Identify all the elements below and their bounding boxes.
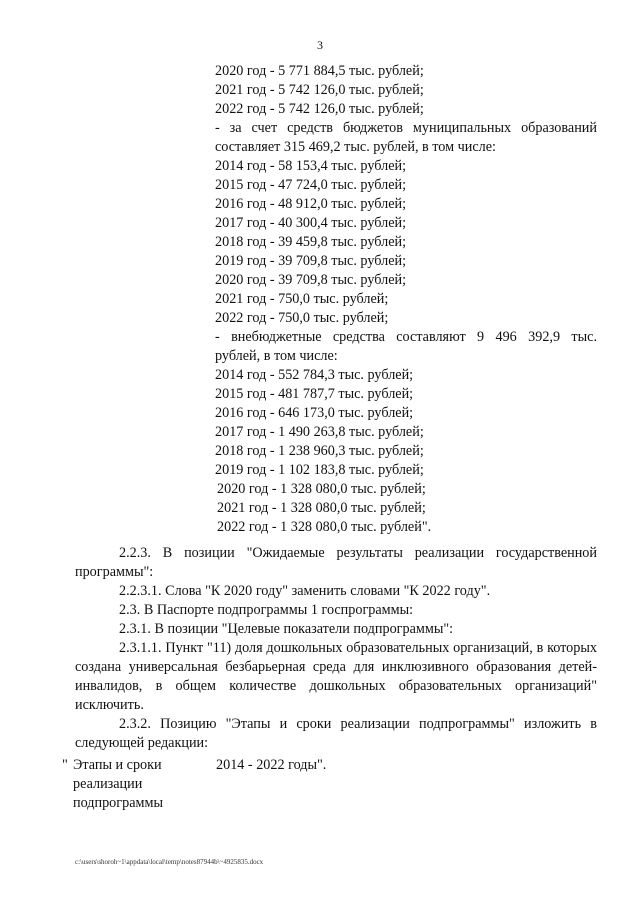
municipal-line: 2018 год - 39 459,8 тыс. рублей; <box>215 234 407 250</box>
municipal-line: 2022 год - 750,0 тыс. рублей; <box>215 310 389 326</box>
municipal-line: 2020 год - 39 709,8 тыс. рублей; <box>215 272 407 288</box>
stages-value: 2014 - 2022 годы". <box>216 757 327 773</box>
municipal-line: 2015 год - 47 724,0 тыс. рублей; <box>215 177 407 193</box>
offbudget-line: 2019 год - 1 102 183,8 тыс. рублей; <box>215 462 424 478</box>
paragraph-2-3-1-1: 2.3.1.1. Пункт "11) доля дошкольных образовательных организаций, в которых создана универсальная безбарьерная среда для инклюзивного образования детей-инвалидов, в общем количестве дошкольных образовательных организаций" исключить. <box>75 640 597 713</box>
stages-label: Этапы и сроки реализации подпрограммы <box>73 757 163 811</box>
offbudget-intro: - внебюджетные средства составляют 9 496 392,9 тыс. <box>215 329 597 345</box>
municipal-line: 2016 год - 48 912,0 тыс. рублей; <box>215 196 407 212</box>
page-number: 3 <box>317 38 323 52</box>
budget-line: 2021 год - 5 742 126,0 тыс. рублей; <box>215 82 424 98</box>
offbudget-line: 2020 год - 1 328 080,0 тыс. рублей; <box>217 481 426 497</box>
paragraph-2-3-1: 2.3.1. В позиции "Целевые показатели подпрограммы": <box>119 621 454 637</box>
budget-line: 2020 год - 5 771 884,5 тыс. рублей; <box>215 63 424 79</box>
file-path-footer: c:\users\shoroh~1\appdata\local\temp\notes87944b\~4925835.docx <box>75 858 264 866</box>
paragraph-2-3: 2.3. В Паспорте подпрограммы 1 госпрограммы: <box>119 602 414 618</box>
municipal-intro: - за счет средств бюджетов муниципальных образований <box>215 120 597 136</box>
municipal-line: 2021 год - 750,0 тыс. рублей; <box>215 291 389 307</box>
paragraph-2-3-2: 2.3.2. Позицию "Этапы и сроки реализации подпрограммы" изложить в следующей редакции: <box>75 716 597 751</box>
opening-quote: " <box>62 757 68 773</box>
budget-line: 2022 год - 5 742 126,0 тыс. рублей; <box>215 101 424 117</box>
municipal-line: 2014 год - 58 153,4 тыс. рублей; <box>215 158 407 174</box>
paragraph-2-2-3: 2.2.3. В позиции "Ожидаемые результаты реализации государственной программы": <box>75 545 597 580</box>
budget-column <box>215 62 597 537</box>
offbudget-line: 2022 год - 1 328 080,0 тыс. рублей". <box>217 519 432 535</box>
offbudget-line: 2017 год - 1 490 263,8 тыс. рублей; <box>215 424 424 440</box>
offbudget-line: 2021 год - 1 328 080,0 тыс. рублей; <box>217 500 426 516</box>
amendment-text <box>75 544 597 753</box>
offbudget-line: 2015 год - 481 787,7 тыс. рублей; <box>215 386 414 402</box>
municipal-line: 2019 год - 39 709,8 тыс. рублей; <box>215 253 407 269</box>
municipal-total: составляет 315 469,2 тыс. рублей, в том числе: <box>215 139 496 155</box>
offbudget-line: 2018 год - 1 238 960,3 тыс. рублей; <box>215 443 424 459</box>
offbudget-total: рублей, в том числе: <box>215 348 338 364</box>
offbudget-line: 2016 год - 646 173,0 тыс. рублей; <box>215 405 414 421</box>
municipal-line: 2017 год - 40 300,4 тыс. рублей; <box>215 215 407 231</box>
paragraph-2-2-3-1: 2.2.3.1. Слова "К 2020 году" заменить словами "К 2022 году". <box>119 583 491 599</box>
offbudget-line: 2014 год - 552 784,3 тыс. рублей; <box>215 367 414 383</box>
